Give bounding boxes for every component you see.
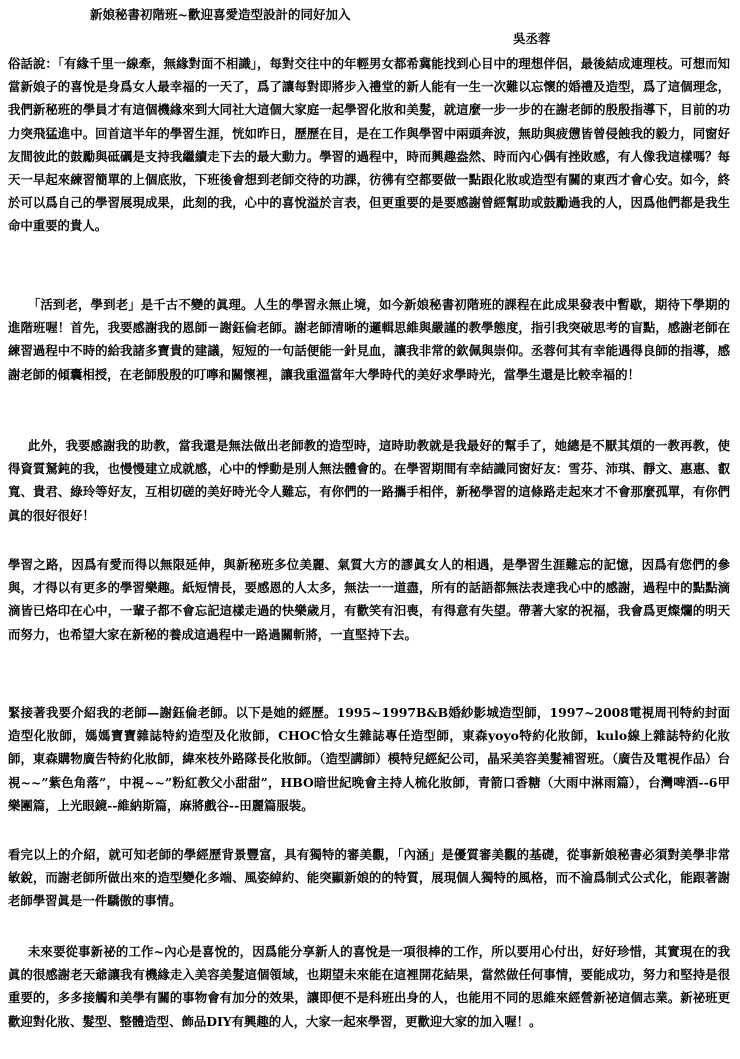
paragraph-teacher-style: 看完以上的介紹，就可知老師的學經歷背景豐富，具有獨特的審美觀，「內涵」是優質審美觀的基礎，從事新娘秘書必須對美學非常敏銳，而謝老師所做出來的造型變化多端、風姿綽約、能突顯新娘的的特質，展現個人獨特的風格，而不淪爲制式公式化，能跟著謝老師學習眞是一件驕傲的事情。 [8,847,730,909]
paragraph-teacher-experience: 緊接著我要介紹我的老師—謝鈺倫老師。以下是她的經歷。1995~1997B&B婚紗影城造型師，1997~2008電視周刊特約封面造型化妝師，媽媽寶寶雜誌特約造型及化妝師，CHOC恰女生雜誌專任造型師，東森yoyo特約化妝師，kulo線上雜誌特約化妝師，東森購物廣告特約化妝師，緯來枝外路隊長化妝師。（造型講師）模特兒經紀公司，晶采美容美髮補習班。（廣告及電視作品）台視~~”紫色角落”，中視~~”粉紅教父小甜甜”，HBO暗世紀晚會主持人梳化妝師，青箭口香糖（大雨中淋雨篇），台灣啤酒--6甲樂團篇，上光眼鏡--維納斯篇，麻將戲谷--田麗篇服裝。 [8,705,730,813]
document-author: 吳丞蓉 [513,31,551,46]
document-title: 新娘秘書初階班~歡迎喜愛造型設計的同好加入 [90,7,351,22]
paragraph-gratitude-assistant: 此外，我要感謝我的助教，當我還是無法做出老師教的造型時，這時助教就是我最好的幫手了，她總是不厭其煩的一教再教，使得資質駑鈍的我，也慢慢建立成就感，心中的悸動是別人無法體會的。在學習期間有幸結識同窗好友：雪芬、沛琪、靜文、惠惠、叡寬、貴君、綠玲等好友，互相切磋的美好時光令人難忘，有你們的一路攜手相伴，新秘學習的這條路走起來才不會那麼孤單，有你們眞的很好很好！ [8,438,730,523]
paragraph-intro: 俗話說：「有緣千里一線牽，無緣對面不相識」，每對交往中的年輕男女都希冀能找到心目中的理想伴侶，最後結成連理枝。可想而知當新娘子的喜悅是身爲女人最幸福的一天了，爲了讓每對即將步入禮堂的新人能有一生一次難以忘懷的婚禮及造型，爲了這個理念，我們新秘班的學員才有這個機緣來到大同社大這個大家庭一起學習化妝和美髮，就這麼一步一步的在謝老師的殷殷指導下，目前的功力突飛猛進中。回首這半年的學習生涯，恍如昨日，歷歷在目，是在工作與學習中兩頭奔波，無助與疲憊皆曾侵蝕我的毅力，同窗好友間彼此的鼓勵與砥礪是支持我繼續走下去的最大動力。學習的過程中，時而興趣盎然、時而內心偶有挫敗感，有人像我這樣嗎？每天一早起來練習簡單的上個底妝，下班後會想到老師交待的功課，彷彿有空都要做一點跟化妝或造型有關的東西才會心安。如今，終於可以爲自己的學習展現成果，此刻的我，心中的喜悅溢於言表，但更重要的是要感謝曾經幫助或鼓勵過我的人，因爲他們都是我生命中重要的貴人。 [8,56,730,234]
paragraph-learning-journey: 學習之路，因爲有愛而得以無限延伸，與新秘班多位美麗、氣質大方的謬眞女人的相遇，是學習生涯難忘的記憶，因爲有您們的參與，才得以有更多的學習樂趣。紙短情長，要感恩的人太多，無法一一道盡，所有的話語都無法表達我心中的感謝，過程中的點點滴滴皆已烙印在心中，一輩子都不會忘記這樣走過的快樂歲月，有歡笑有汨喪，有得意有失望。帶著大家的祝福，我會爲更燦爛的明天而努力，也希望大家在新秘的養成這過程中一路過關斬將，一直堅持下去。 [8,557,730,642]
paragraph-future-plans: 未來要從事新祕的工作~內心是喜悅的，因爲能分享新人的喜悅是一項很棒的工作，所以要用心付出，好好珍惜，其實現在的我眞的很感謝老天爺讓我有機緣走入美容美髮這個領域，也期望未來能在這裡開花結果，當然做任何事情，要能成功，努力和堅持是很重要的，多多接觸和美學有關的事物會有加分的效果，讓即便不是科班出身的人，也能用不同的思維來經營新祕這個志業。新祕班更歡迎對化妝、髮型、整體造型、飾品DIY有興趣的人，大家一起來學習，更歡迎大家的加入喔！。 [8,944,730,1029]
paragraph-gratitude-teacher: 「活到老，學到老」是千古不變的眞理。人生的學習永無止境，如今新娘秘書初階班的課程在此成果發表中暫歇，期待下學期的進階班喔！首先，我要感謝我的恩師－謝鈺倫老師。謝老師清晰的邏輯思維與嚴謹的教學態度，指引我突破思考的盲點，感謝老師在練習過程中不時的給我諸多寶貴的建議，短短的一句話便能一針見血，讓我非常的欽佩與崇仰。丞蓉何其有幸能遇得良師的指導，感謝老師的傾囊相授，在老師殷殷的叮嚀和關懷裡，讓我重溫當年大學時代的美好求學時光，當學生還是比較幸福的！ [8,297,730,382]
